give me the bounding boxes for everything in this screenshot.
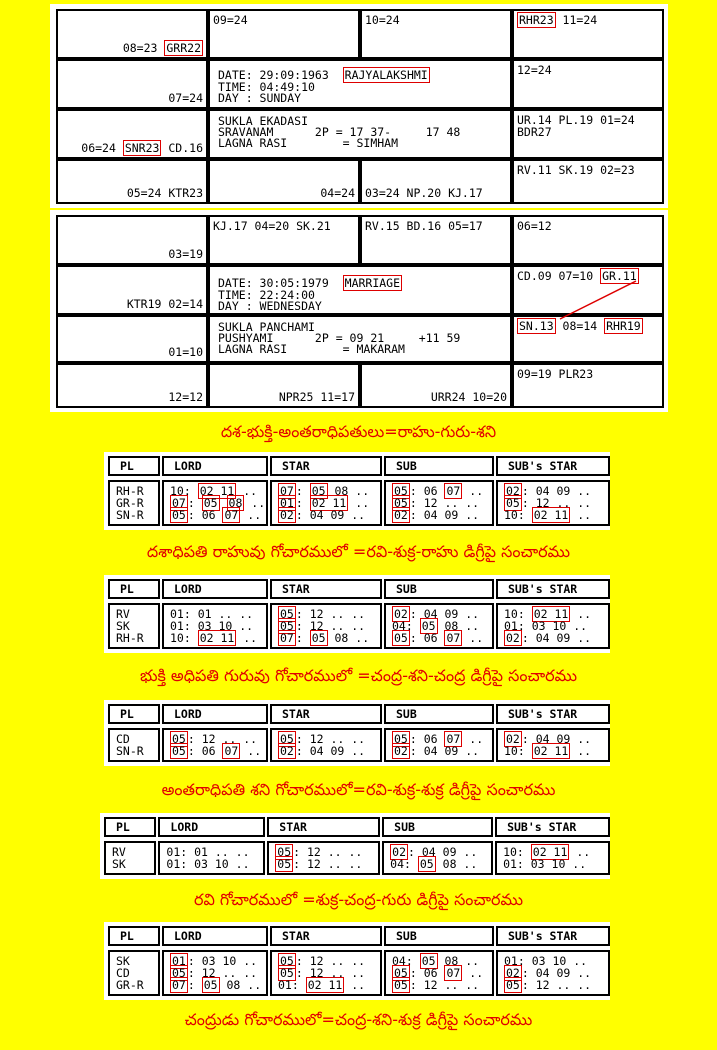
- house-cell: 06=24 SNR23 CD.16: [56, 109, 208, 159]
- table-row: 05 : 12 .. ..: [394, 978, 480, 992]
- table-row: 10: 02 11 ..: [503, 845, 591, 859]
- kp-table: [104, 575, 610, 653]
- house-cell: 03=24 NP.20 KJ.17: [360, 159, 512, 204]
- house-cell: 10=24: [360, 9, 512, 59]
- table-row: 02 : 04 09 ..: [506, 484, 592, 498]
- chart-center-info: SUKLA PANCHAMI PUSHYAMI 2P = 09 21 +11 59 LAGNA RASI = MAKARAM: [208, 315, 512, 363]
- table-row: 01 : 02 11 ..: [280, 496, 370, 510]
- table-body-cell: [158, 841, 265, 875]
- table-body-cell: [270, 603, 382, 649]
- table-header-cell: LORD: [162, 579, 268, 599]
- house-cell: 08=23 GRR22: [56, 9, 208, 59]
- house-cell: KTR19 02=14: [56, 265, 208, 315]
- table-row: 01: 03 10 ..: [503, 857, 587, 871]
- table-body-cell: [108, 480, 160, 526]
- table-row: 05 : 12 .. ..: [277, 857, 363, 871]
- table-row: 02 : 04 09 ..: [394, 607, 480, 621]
- table-header-cell: SUB: [384, 456, 494, 476]
- table-row: 05 : 12 .. ..: [280, 732, 366, 746]
- table-header-cell: PL: [108, 579, 160, 599]
- kp-table: [100, 813, 610, 879]
- table-body-cell: [384, 603, 494, 649]
- table-header-cell: SUB: [384, 704, 494, 724]
- table-header-cell: SUB: [382, 817, 493, 837]
- table-row: CD: [116, 732, 130, 746]
- table-header-cell: SUB: [384, 579, 494, 599]
- table-row: 02 : 04 09 ..: [394, 508, 480, 522]
- house-cell: NPR25 11=17: [208, 363, 360, 408]
- table-body-cell: [270, 480, 382, 526]
- table-body-cell: [162, 603, 268, 649]
- table-row: 01: 03 10 ..: [170, 619, 254, 633]
- table-row: 01: 03 10 ..: [166, 857, 250, 871]
- house-cell: CD.09 07=10 GR.11: [512, 265, 664, 315]
- table-header-cell: SUB's STAR: [496, 926, 610, 946]
- house-cell: UR.14 PL.19 01=24 BDR27: [512, 109, 664, 159]
- table-header-cell: SUB's STAR: [496, 704, 610, 724]
- house-cell: 06=12: [512, 215, 664, 265]
- table-row: 05 : 12 .. ..: [172, 966, 258, 980]
- table-header-cell: STAR: [270, 926, 382, 946]
- table-row: 01: 03 10 ..: [504, 954, 588, 968]
- table-row: 10: 02 11 ..: [170, 484, 258, 498]
- caption-dasa-lords: దశ-భుక్తి-అంతరాధిపతులు=రాహు-గురు-శని: [220, 422, 497, 441]
- table-row: 05 : 12 .. ..: [506, 978, 592, 992]
- table-body-cell: [496, 950, 610, 996]
- table-row: RV: [112, 845, 126, 859]
- table-row: 01 : 03 10 ..: [172, 954, 258, 968]
- house-cell: URR24 10=20: [360, 363, 512, 408]
- table-row: 02 : 04 09 ..: [280, 508, 366, 522]
- table-header-cell: STAR: [270, 579, 382, 599]
- table-row: 05 : 12 .. ..: [277, 845, 363, 859]
- house-cell: 07=24: [56, 59, 208, 109]
- house-cell: 03=19: [56, 215, 208, 265]
- table-header-cell: PL: [108, 456, 160, 476]
- table-row: 02 : 04 09 ..: [394, 744, 480, 758]
- table-row: 05 : 12 .. ..: [280, 966, 366, 980]
- table-body-cell: [270, 950, 382, 996]
- table-header-cell: LORD: [162, 456, 268, 476]
- house-cell: RHR23 11=24: [512, 9, 664, 59]
- house-cell: SN.13 08=14 RHR19: [512, 315, 664, 363]
- table-row: RH-R: [116, 631, 144, 645]
- caption-sun-transit: రవి గోచారములో =శుక్ర-చంద్ర-గురు డిగ్రీపై సంచారము: [193, 890, 524, 909]
- table-row: 10: 02 11 ..: [504, 508, 592, 522]
- table-row: RH-R: [116, 484, 144, 498]
- table-header-cell: STAR: [267, 817, 380, 837]
- table-body-cell: [496, 603, 610, 649]
- table-row: 02 : 04 09 ..: [506, 732, 592, 746]
- table-row: 01: 01 .. ..: [170, 607, 254, 621]
- table-body-cell: [496, 480, 610, 526]
- table-row: 10: 02 11 ..: [504, 607, 592, 621]
- table-body-cell: [496, 728, 610, 762]
- chart-center-info: DATE: 29:09:1963 RAJYALAKSHMI TIME: 04:49:10 DAY : SUNDAY: [208, 59, 512, 109]
- table-row: 05 : 06 07 ..: [172, 508, 262, 522]
- table-row: 02 : 04 09 ..: [506, 631, 592, 645]
- table-body-cell: [495, 841, 610, 875]
- table-header-cell: LORD: [158, 817, 265, 837]
- table-header-cell: SUB's STAR: [496, 579, 610, 599]
- table-row: 05 : 12 .. ..: [280, 607, 366, 621]
- table-row: 01: 01 .. ..: [166, 845, 250, 859]
- table-row: 01: 02 11 ..: [278, 978, 366, 992]
- table-row: SK: [112, 857, 126, 871]
- table-row: 07 : 05 08 ..: [280, 631, 370, 645]
- table-row: 04: 05 08 ..: [392, 619, 480, 633]
- house-cell: 09=24: [208, 9, 360, 59]
- table-row: GR-R: [116, 496, 144, 510]
- house-cell: 04=24: [208, 159, 360, 204]
- table-row: 05 : 12 .. ..: [280, 954, 366, 968]
- table-body-cell: [104, 841, 156, 875]
- table-body-cell: [162, 728, 268, 762]
- table-row: 05 : 12 .. ..: [172, 732, 258, 746]
- house-cell: 05=24 KTR23: [56, 159, 208, 204]
- table-row: 02 : 04 09 ..: [280, 744, 366, 758]
- table-row: 07 : 05 08 ..: [172, 978, 262, 992]
- table-row: GR-R: [116, 978, 144, 992]
- table-body-cell: [108, 950, 160, 996]
- table-header-cell: LORD: [162, 926, 268, 946]
- house-cell: 09=19 PLR23: [512, 363, 664, 408]
- table-row: 07 : 05 08 ..: [172, 496, 266, 510]
- table-body-cell: [384, 950, 494, 996]
- table-row: 01: 03 10 ..: [504, 619, 588, 633]
- table-row: SK: [116, 619, 130, 633]
- table-row: 05 : 06 07 ..: [394, 631, 484, 645]
- table-row: 05 : 12 .. ..: [394, 496, 480, 510]
- house-cell: KJ.17 04=20 SK.21: [208, 215, 360, 265]
- chart-center-info: DATE: 30:05:1979 MARRIAGE TIME: 22:24:00 DAY : WEDNESDAY: [208, 265, 512, 315]
- table-row: 04: 05 08 ..: [392, 954, 480, 968]
- table-header-cell: PL: [108, 926, 160, 946]
- horoscope-chart-2: [50, 210, 668, 412]
- house-cell: RV.15 BD.16 05=17: [360, 215, 512, 265]
- table-header-cell: SUB: [384, 926, 494, 946]
- horoscope-chart-1: [50, 4, 668, 208]
- table-row: 02 : 04 09 ..: [392, 845, 478, 859]
- table-row: SN-R: [116, 508, 144, 522]
- table-row: 05 : 06 07 ..: [394, 484, 484, 498]
- table-body-cell: [108, 728, 160, 762]
- table-body-cell: [270, 728, 382, 762]
- caption-antara-transit: అంతరాధిపతి శని గోచారములో=రవి-శుక్ర-శుక్ర డిగ్రీపై సంచారము: [161, 780, 556, 799]
- table-row: 05 : 06 07 ..: [394, 966, 484, 980]
- table-header-cell: STAR: [270, 704, 382, 724]
- table-row: 10: 02 11 ..: [170, 631, 258, 645]
- table-row: 04: 05 08 ..: [390, 857, 478, 871]
- table-row: 02 : 04 09 ..: [506, 966, 592, 980]
- table-header-cell: PL: [104, 817, 156, 837]
- table-header-cell: SUB's STAR: [495, 817, 610, 837]
- caption-bhukti-transit: భుక్తి అధిపతి గురువు గోచారములో =చంద్ర-శని-చంద్ర డిగ్రీపై సంచారము: [139, 666, 578, 685]
- table-header-cell: SUB's STAR: [496, 456, 610, 476]
- table-row: 05 : 06 07 ..: [172, 744, 262, 758]
- house-cell: 12=24: [512, 59, 664, 109]
- house-cell: 01=10: [56, 315, 208, 363]
- table-body-cell: [162, 950, 268, 996]
- kp-table: [104, 700, 610, 766]
- table-body-cell: [162, 480, 268, 526]
- table-row: 07 : 05 08 ..: [280, 484, 370, 498]
- kp-table: [104, 922, 610, 1000]
- table-row: CD: [116, 966, 130, 980]
- table-row: 05 : 12 .. ..: [280, 619, 366, 633]
- chart-center-info: SUKLA EKADASI SRAVANAM 2P = 17 37- 17 48 LAGNA RASI = SIMHAM: [208, 109, 512, 159]
- table-row: 10: 02 11 ..: [504, 744, 592, 758]
- aspect-line: [50, 210, 668, 412]
- caption-dasa-transit: దశాధిపతి రాహువు గోచారములో =రవి-శుక్ర-రాహు డిగ్రీపై సంచారము: [146, 542, 571, 561]
- table-body-cell: [384, 480, 494, 526]
- table-body-cell: [384, 728, 494, 762]
- table-body-cell: [108, 603, 160, 649]
- kp-table: [104, 452, 610, 530]
- caption-moon-transit: చంద్రుడు గోచారములో=చంద్ర-శని-శుక్ర డిగ్రీపై సంచారము: [184, 1010, 533, 1029]
- house-cell: RV.11 SK.19 02=23: [512, 159, 664, 204]
- table-row: SK: [116, 954, 130, 968]
- table-row: SN-R: [116, 744, 144, 758]
- table-body-cell: [267, 841, 380, 875]
- table-header-cell: LORD: [162, 704, 268, 724]
- table-row: 05 : 12 .. ..: [506, 496, 592, 510]
- table-row: 05 : 06 07 ..: [394, 732, 484, 746]
- table-header-cell: PL: [108, 704, 160, 724]
- house-cell: 12=12: [56, 363, 208, 408]
- table-body-cell: [382, 841, 493, 875]
- table-row: RV: [116, 607, 130, 621]
- table-header-cell: STAR: [270, 456, 382, 476]
